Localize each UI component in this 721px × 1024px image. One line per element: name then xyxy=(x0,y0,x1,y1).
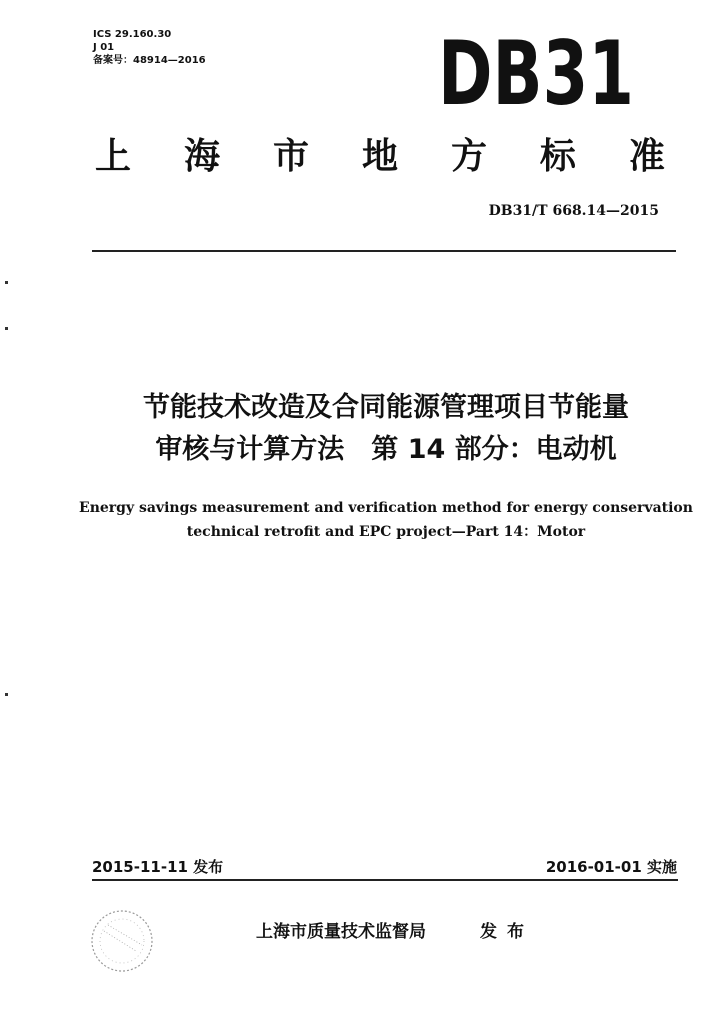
english-title-line: Energy savings measurement and verification method for energy conservation xyxy=(79,500,693,516)
org-title-char: 标 xyxy=(539,136,576,177)
english-title xyxy=(60,496,712,544)
filing-number: 备案号：48914—2016 xyxy=(93,55,206,66)
chinese-title-line: 节能技术改造及合同能源管理项目节能量 xyxy=(143,392,629,423)
issuing-authority: 上海市质量技术监督局 xyxy=(256,922,426,942)
ccs-code: J 01 xyxy=(93,42,115,53)
document-metadata xyxy=(93,28,206,67)
org-title-char: 准 xyxy=(628,136,665,177)
ics-code: ICS 29.160.30 xyxy=(93,29,172,40)
english-title-line: technical retrofit and EPC project—Part 14：Motor xyxy=(186,524,586,540)
org-title-char: 地 xyxy=(361,136,398,177)
official-seal-icon xyxy=(86,905,158,977)
chinese-title-line: 审核与计算方法 第 14 部分：电动机 xyxy=(155,434,617,465)
issue-date: 2015-11-11 发布 xyxy=(92,858,224,876)
issue-label: 发布 xyxy=(480,922,534,942)
margin-mark xyxy=(5,281,8,284)
standard-number: DB31/T 668.14—2015 xyxy=(488,203,659,219)
org-title xyxy=(95,128,665,179)
org-title-char: 方 xyxy=(450,136,487,177)
implementation-date: 2016-01-01 实施 xyxy=(545,858,677,876)
margin-mark xyxy=(5,327,8,330)
margin-mark xyxy=(5,693,8,696)
db31-logo xyxy=(436,22,636,125)
db31-logo-text: DB31 xyxy=(438,22,634,125)
header-divider xyxy=(92,250,676,252)
chinese-title xyxy=(60,387,712,471)
org-title-char: 市 xyxy=(272,136,309,177)
org-title-char: 海 xyxy=(183,136,220,177)
org-title-char: 上 xyxy=(95,136,132,177)
footer-divider xyxy=(92,879,678,881)
